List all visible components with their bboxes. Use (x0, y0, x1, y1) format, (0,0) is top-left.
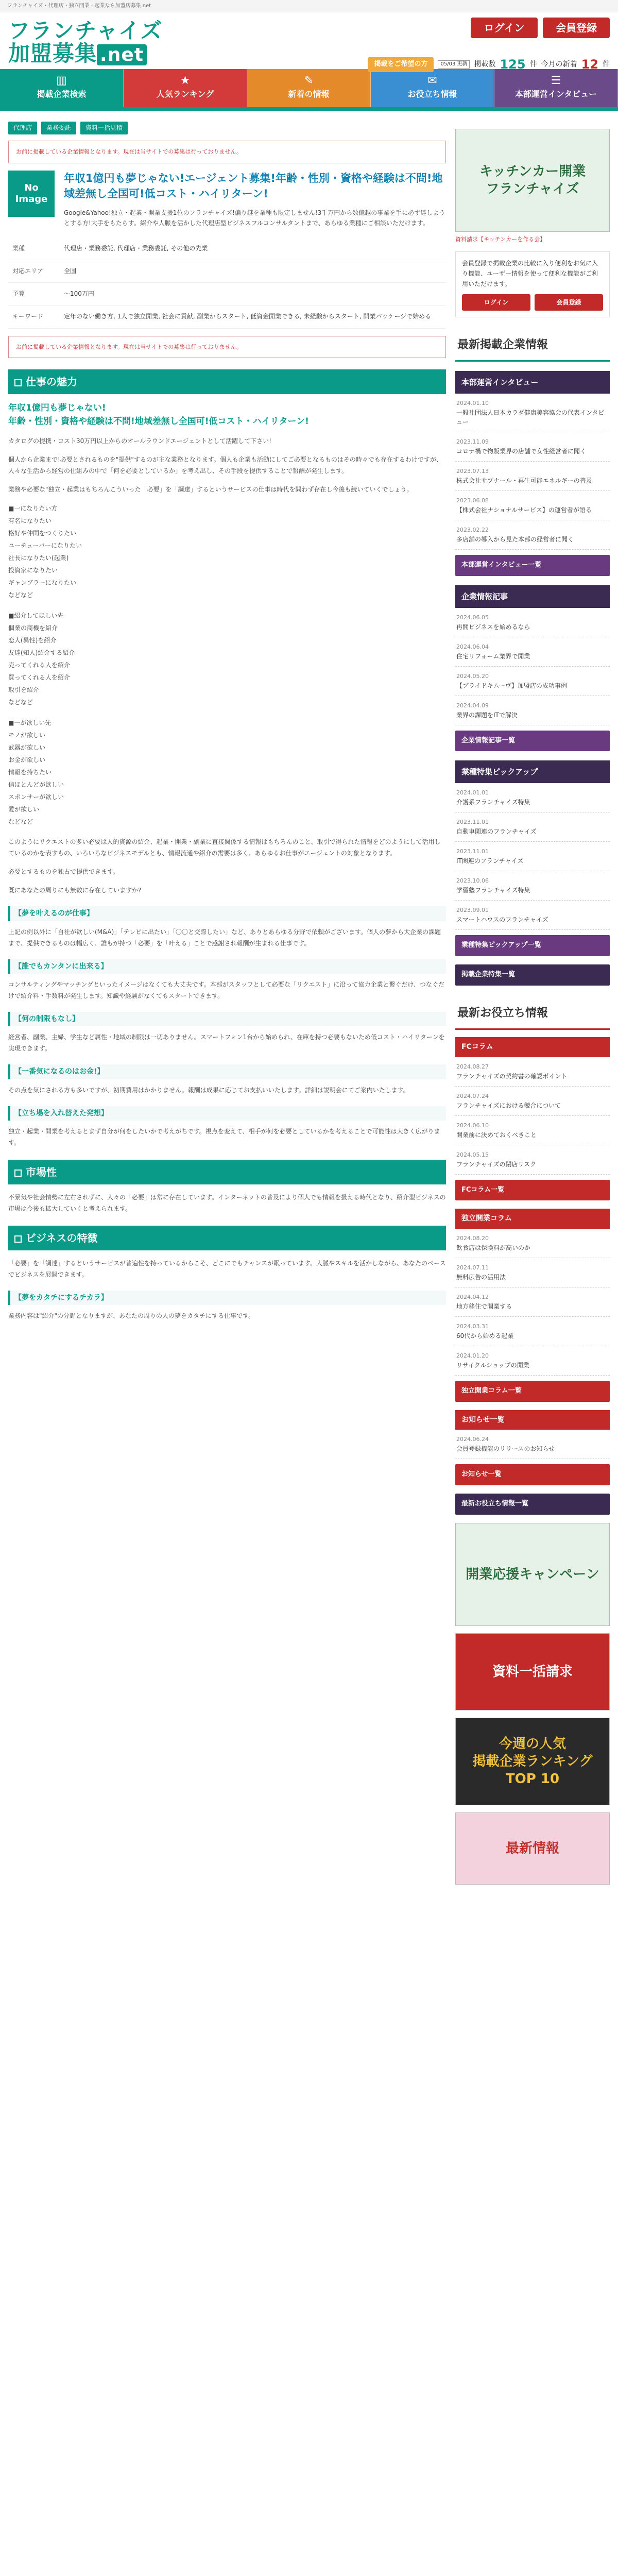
info-table (8, 238, 446, 329)
nav-interview[interactable]: ☰ 本部運営インタビュー (494, 69, 618, 107)
biz-heading: 業種特集ピックアップ (455, 760, 610, 783)
subheading: 【夢を叶えるのが仕事】 (8, 906, 446, 921)
tag[interactable]: 代理店 (8, 122, 37, 134)
sidebar (455, 122, 610, 1885)
list-item[interactable]: 2023.02.22 多店舗の導入から見た本部の経営者に聞く (455, 520, 610, 550)
biz-list-button[interactable]: 業種特集ピックアップ一覧 (455, 935, 610, 956)
listing-count: 125 (500, 57, 526, 72)
list-block: ■一になりたい方 有名になりたい 格好や仲間をつくりたい ユーチューバーになりたい 社長になりたい(起業) 投資家になりたい ギャンブラーになりたい などなど (8, 505, 82, 599)
listing-stats: 掲載をご希望の方 05/03 更新 掲載数 125 件 今月の新着 12 件 (368, 55, 610, 74)
nav-search[interactable]: ▥ 掲載企業検索 (0, 69, 124, 107)
main-content (8, 122, 446, 1885)
square-icon (14, 1170, 22, 1177)
list-item[interactable]: 2024.05.20 【プライドキムーヴ】加盟店の成功事例 (455, 667, 610, 696)
paragraph: カタログの提携・コスト30万円以上からのオールラウンドエージェントとして活躍して下さい! (8, 437, 271, 445)
new-listing-heading: 最新掲載企業情報 (455, 330, 610, 362)
paragraph: 不景気や社会情勢に左右されずに、人々の「必要」は常に存在しています。インターネットの普及により個人でも情報を扱える時代となり、紹介型ビジネスの市場は今後も拡大していくと考えられます。 (8, 1194, 446, 1213)
add-listing-button[interactable]: 掲載をご希望の方 (368, 57, 434, 72)
header-member-button[interactable]: 会員登録 (543, 18, 610, 38)
list-item[interactable]: 2024.07.24 フランチャイズにおける競合について (455, 1087, 610, 1116)
fc-list-button[interactable]: FCコラム一覧 (455, 1180, 610, 1201)
paragraph: 「必要」を「調達」するというサービスが普遍性を持っているからこそ、どこにでもチャンスが眠っています。人脈やスキルを活かしながら、あなたのペースでビジネスを展開できます。 (8, 1260, 446, 1279)
nav-new[interactable]: ✎ 新着の情報 (247, 69, 371, 107)
list-item[interactable]: 2023.10.06 学習塾フランチャイズ特集 (455, 871, 610, 901)
list-item[interactable]: 2023.11.01 IT関連のフランチャイズ (455, 842, 610, 871)
notice-box: お前に掲載している企業情報となります。現在は当サイトでの募集は行っておりません。 (8, 141, 446, 163)
fc-heading: FCコラム (455, 1037, 610, 1057)
nav-ranking[interactable]: ★ 人気ランキング (124, 69, 247, 107)
site-header (0, 12, 618, 72)
notice-box-2: お前に掲載している企業情報となります。現在は当サイトでの募集は行っておりません。 (8, 336, 446, 359)
independent-heading: 独立開業コラム (455, 1209, 610, 1228)
paragraph: 業務内容は"紹介"の分野となりますが、あなたの周りの人の夢をカタチにする仕事です。 (8, 1312, 255, 1320)
table-row: 対応エリア 全国 (8, 260, 446, 282)
paragraph: コンサルティングやマッチングといったイメージはなくても大丈夫です。本部がスタッフとして必要な「リクエスト」に沿って協力企業と繋ぐだけ、つなぐだけで紹介料・手数料が発生します。知識や経験がなくてもスタートできます。 (8, 980, 444, 999)
list-item[interactable]: 2024.06.05 再開ビジネスを始めるなら (455, 608, 610, 637)
new-count: 12 (581, 57, 598, 72)
list-icon: ▥ (56, 74, 67, 87)
company-heading: 企業情報記事 (455, 585, 610, 608)
tag[interactable]: 資料一括見積 (80, 122, 128, 134)
list-item[interactable]: 2024.06.24 会員登録機能のリリースのお知らせ (455, 1430, 610, 1459)
tag-list (8, 122, 446, 134)
list-item[interactable]: 2024.04.09 業界の課題をITで解決 (455, 696, 610, 725)
subheading: 【誰でもカンタンに出来る】 (8, 959, 446, 974)
list-item[interactable]: 2024.06.04 住宅リフォーム業界で開業 (455, 637, 610, 667)
list-item[interactable]: 2023.11.09 コロナ禍で物販業界の店舗で女性経営者に聞く (455, 432, 610, 462)
notice-heading: お知らせ一覧 (455, 1410, 610, 1430)
feature-list-button[interactable]: 掲載企業特集一覧 (455, 964, 610, 986)
list-item[interactable]: 2024.07.11 無料広告の活用法 (455, 1258, 610, 1287)
subheading: 【立ち場を入れ替えた発想】 (8, 1106, 446, 1121)
list-item[interactable]: 2024.03.31 60代から始める起業 (455, 1317, 610, 1346)
interview-list-button[interactable]: 本部運営インタビュー一覧 (455, 555, 610, 576)
subheading: 【夢をカタチにするチカラ】 (8, 1291, 446, 1305)
listing-hero (8, 171, 446, 228)
list-item[interactable]: 2024.08.27 フランチャイズの契約書の確認ポイント (455, 1057, 610, 1087)
menu-icon: ☰ (551, 74, 561, 87)
header-login-button[interactable]: ログイン (471, 18, 538, 38)
list-item[interactable]: 2024.06.10 開業前に決めておくべきこと (455, 1116, 610, 1145)
site-logo[interactable]: フランチャイズ 加盟募集 .net (8, 18, 163, 66)
notice-list-button[interactable]: お知らせ一覧 (455, 1464, 610, 1485)
ad-banner-campaign[interactable]: 開業応援キャンペーン (455, 1523, 610, 1626)
paragraph: 必要とするものを独占で提供できます。 (8, 868, 119, 876)
square-icon (14, 379, 22, 386)
square-icon (14, 1235, 22, 1243)
list-item[interactable]: 2024.01.20 リサイクルショップの開業 (455, 1346, 610, 1376)
list-item[interactable]: 2023.09.01 スマートハウスのフランチャイズ (455, 901, 610, 930)
ad-banner-kitchen[interactable]: キッチンカー開業 フランチャイズ (455, 129, 610, 232)
company-list-button[interactable]: 企業情報記事一覧 (455, 731, 610, 752)
member-box: 会員登録で掲載企業の比較に入り便利をお気に入り機能、ユーザー情報を使って便利な機能がご利用いただけます。 ログイン 会員登録 (455, 251, 610, 317)
latest-useful-button[interactable]: 最新お役立ち情報一覧 (455, 1494, 610, 1515)
list-item[interactable]: 2023.06.08 【株式会社ナショナルサービス】の運営者が語る (455, 491, 610, 520)
list-item[interactable]: 2024.04.12 地方移住で開業する (455, 1287, 610, 1317)
tag[interactable]: 業務委託 (41, 122, 76, 134)
table-row: 予算 〜100万円 (8, 283, 446, 306)
side-login-button[interactable]: ログイン (462, 294, 530, 311)
subheading: 【何の制限もなし】 (8, 1012, 446, 1026)
no-image-placeholder: No Image (8, 171, 55, 217)
side-member-button[interactable]: 会員登録 (535, 294, 603, 311)
update-date: 05/03 更新 (438, 60, 470, 69)
interview-heading: 本部運営インタビュー (455, 371, 610, 394)
listing-description: Google&Yahoo!独立・起業・開業支援1位のフランチャイズ!偏り謎を業種も限定しません!3千万円から数億越の事業を手に必ず達しようとする方!大手をもたらす。紹介や人脈を活かした代理店型ビジネスフルコンサルタントまで、あらゆる業種にご相談いただけます。 (64, 209, 445, 227)
paragraph: このようにリクエストの多い必要は人的資源の紹介、起業・開業・副業に直接関係する情報はもちろんのこと、取引で得られた情報をどのようにして活用しているのかを表すもの、いろいろなビジネスモデルとも、情報流通や紹介の需要は多く、あらゆるお仕事がエージェントの対象となります。 (8, 838, 441, 857)
list-item[interactable]: 2023.07.13 株式会社サプナール・再生可能エネルギーの普及 (455, 462, 610, 491)
pen-icon: ✎ (304, 74, 314, 87)
listing-title: 年収1億円も夢じゃない!エージェント募集!年齢・性別・資格や経験は不問!地域差無し全国可!低コスト・ハイリターン! (64, 172, 443, 200)
table-row: 業種 代理店・業務委託, 代理店・業務委託, その他の先業 (8, 238, 446, 260)
list-item[interactable]: 2024.01.01 介護系フランチャイズ特集 (455, 783, 610, 812)
table-row: キーワード 定年のない働き方, 1人で独立開業, 社会に貢献, 副業からスタート, 低資金開業できる, 未経験からスタート, 開業パッケージで始める (8, 306, 446, 328)
paragraph: 上記の例以外に「自社が欲しい(M&A)」「テレビに出たい」「〇〇と交際したい」など、ありとあらゆる分野で依頼がございます。個人の夢から大企業の課題まで、提供できるものは幅広く、誰もが持つ「必要」を「叶える」ことで感謝され報酬が生まれる仕事です。 (8, 928, 441, 947)
list-item[interactable]: 2024.01.10 一般社団法人日本カラダ健康美容協会の代表インタビュー (455, 394, 610, 432)
list-item[interactable]: 2024.08.20 飲食店は保険料が高いのか (455, 1229, 610, 1258)
list-block: ■紹介してほしい先 個業の商機を紹介 恋人(異性)を紹介 友達(知人)紹介する紹介 売ってくれる人を紹介 買ってくれる人を紹介 取引を紹介 などなど (8, 612, 75, 706)
star-icon: ★ (180, 74, 191, 87)
section-heading-market: 市場性 (8, 1160, 446, 1184)
paragraph: その点を気にされる方も多いですが、初期費用はかかりません。報酬は成果に応じてお支払いいたします。詳細は説明会にてご案内いたします。 (8, 1086, 409, 1094)
section-heading-biz: ビジネスの特徴 (8, 1226, 446, 1250)
ad-banner-2[interactable]: 資料一括請求 (455, 1633, 610, 1710)
charm-lead: 年収1億円も夢じゃない! 年齢・性別・資格や経験は不問!地域差無し全国可!低コスト・ハイリターン! (8, 403, 309, 427)
paragraph: 個人から企業まで!必要とされるものを"提供"するのが主な業務となります。個人も企業も活動にしてご必要となるものはその時々でも存在するわけですが、人々な生活から経営の仕組みの中で「何を必要としているか」を考え出し、その手段を提供することで報酬が発生します。 (8, 456, 442, 475)
nav-useful[interactable]: ✉ お役立ち情報 (371, 69, 494, 107)
ad-banner-info[interactable]: 最新情報 (455, 1812, 610, 1885)
list-item[interactable]: 2023.11.01 自動車関連のフランチャイズ (455, 812, 610, 842)
main-nav (0, 69, 618, 107)
mail-icon: ✉ (427, 74, 437, 87)
subheading: 【一番気になるのはお金!】 (8, 1064, 446, 1079)
section-heading-charm: 仕事の魅力 (8, 369, 446, 394)
independent-list-button[interactable]: 独立開業コラム一覧 (455, 1381, 610, 1402)
paragraph: 既にあなたの周りにも無数に存在していますか? (8, 887, 142, 894)
useful-heading: 最新お役立ち情報 (455, 998, 610, 1030)
ad-link[interactable]: 資料請求【キッチンカーを作る会】 (455, 236, 546, 243)
paragraph: 業務や必要な"独立・起業はもちろんこういった「必要」を「調達」するというサービスの仕事は時代を問わず存在し今後も続いていくでしょう。 (8, 486, 413, 494)
nav-underline (0, 107, 618, 111)
paragraph: 経営者、副業、主婦、学生など属性・地域の制限は一切ありません。スマートフォン1台から始められ、在庫を持つ必要もないため低コスト・ハイリターンを実現できます。 (8, 1033, 445, 1053)
paragraph: 独立・起業・開業を考えるとまず自分が何をしたいかで考えがちです。視点を変えて、相手が何を必要としているかを考えることで可能性は大きく広がります。 (8, 1128, 440, 1147)
list-block: ■一が欲しい先 モノが欲しい 武器が欲しい お金が欲しい 情報を持ちたい 信ほとんどが欲しい スポンサーが欲しい 愛が欲しい などなど (8, 719, 64, 826)
ad-banner-ranking[interactable]: 今週の人気 掲載企業ランキング TOP 10 (455, 1718, 610, 1805)
top-line: フランチャイズ・代理店・独立開業・起業なら加盟店募集.net (0, 0, 618, 12)
list-item[interactable]: 2024.05.15 フランチャイズの閉店リスク (455, 1145, 610, 1175)
